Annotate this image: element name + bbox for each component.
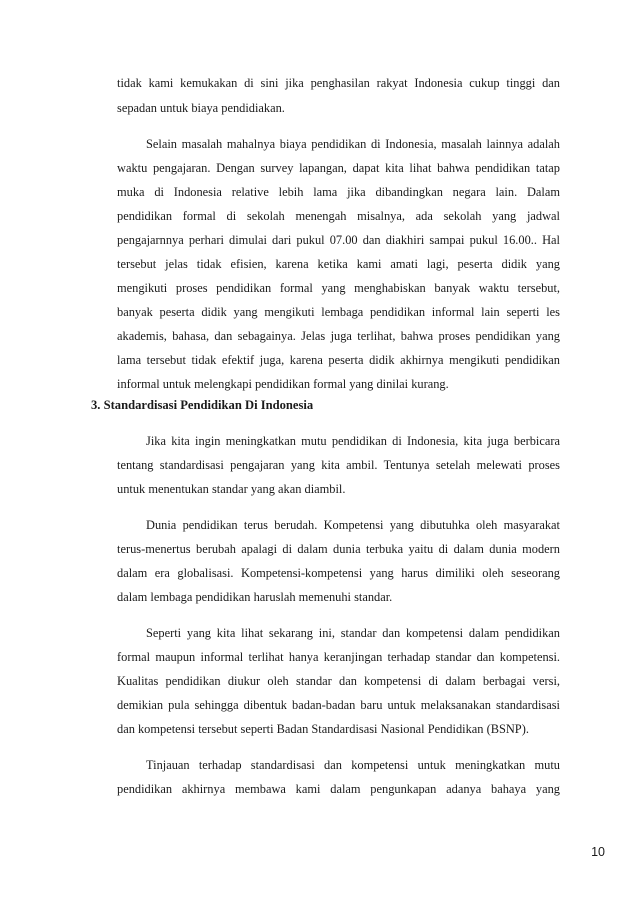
paragraph-2-line: informal untuk melengkapi pendidikan formal yang dinilai kurang. [117,377,449,391]
paragraph-5-line: demikian pula sehingga dibentuk badan-badan baru untuk melaksanakan standardisasi [117,698,560,712]
paragraph-2-line: muka di Indonesia relative lebih lama jika dibandingkan negara lain. Dalam [117,185,560,199]
section-heading: 3. Standardisasi Pendidikan Di Indonesia [91,398,314,412]
paragraph-2-line: mengikuti proses pendidikan formal yang menghabiskan banyak waktu tersebut, [117,281,560,295]
paragraph-5-line: Kualitas pendidikan diukur oleh standar dan kompetensi di dalam berbagai versi, [117,674,560,688]
paragraph-5-line: Seperti yang kita lihat sekarang ini, standar dan kompetensi dalam pendidikan [146,626,560,640]
paragraph-1-line: sepadan untuk biaya pendidiakan. [117,101,285,115]
paragraph-3-line: untuk menentukan standar yang akan diambil. [117,482,346,496]
paragraph-4-line: Dunia pendidikan terus berudah. Kompetensi yang dibutuhka oleh masyarakat [146,518,560,532]
paragraph-6-line: pendidikan akhirnya membawa kami dalam pengunkapan adanya bahaya yang [117,782,560,796]
paragraph-2-line: lama tersebut tidak efektif juga, karena peserta didik akhirnya mengikuti pendidikan [117,353,560,367]
paragraph-2-line: akademis, bahasa, dan sebagainya. Jelas juga terlihat, bahwa proses pendidikan yang [117,329,560,343]
paragraph-4-line: terus-menertus berubah apalagi di dalam dunia terbuka yaitu di dalam dunia modern [117,542,560,556]
paragraph-3-line: Jika kita ingin meningkatkan mutu pendidikan di Indonesia, kita juga berbicara [146,434,560,448]
paragraph-2-line: tersebut jelas tidak efisien, karena ketika kami amati lagi, peserta didik yang [117,257,560,271]
paragraph-5-line: formal maupun informal terlihat hanya keranjingan terhadap standar dan kompetensi. [117,650,560,664]
paragraph-2-line: pengajarnnya perhari dimulai dari pukul 07.00 dan diakhiri sampai pukul 16.00.. Hal [117,233,560,247]
paragraph-1-line: tidak kami kemukakan di sini jika penghasilan rakyat Indonesia cukup tinggi dan [117,76,560,90]
paragraph-2-line: waktu pengajaran. Dengan survey lapangan, dapat kita lihat bahwa pendidikan tatap [117,161,560,175]
page-number: 10 [591,845,605,859]
paragraph-2-line: Selain masalah mahalnya biaya pendidikan di Indonesia, masalah lainnya adalah [146,137,560,151]
paragraph-2-line: pendidikan formal di sekolah menengah misalnya, ada sekolah yang jadwal [117,209,560,223]
paragraph-3-line: tentang standardisasi pengajaran yang kita ambil. Tentunya setelah melewati proses [117,458,560,472]
paragraph-2-line: banyak peserta didik yang mengikuti lembaga pendidikan informal lain seperti les [117,305,560,319]
paragraph-5-line: dan kompetensi tersebut seperti Badan Standardisasi Nasional Pendidikan (BSNP). [117,722,529,736]
paragraph-4-line: dalam lembaga pendidikan haruslah memenuhi standar. [117,590,393,604]
paragraph-4-line: dalam era globalisasi. Kompetensi-kompetensi yang harus dimiliki oleh seseorang [117,566,560,580]
paragraph-6-line: Tinjauan terhadap standardisasi dan kompetensi untuk meningkatkan mutu [146,758,560,772]
